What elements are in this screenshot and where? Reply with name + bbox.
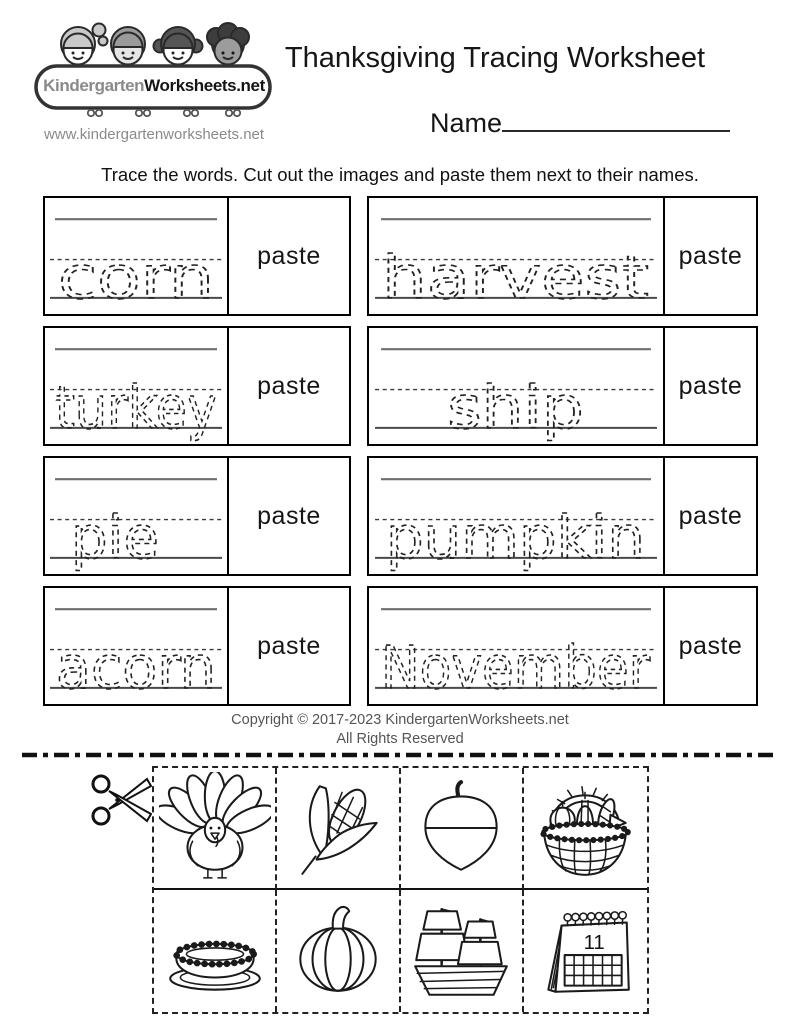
trace-area-harvest[interactable]: [369, 198, 663, 314]
cutout-cell-pumpkin[interactable]: [277, 890, 400, 1012]
site-logo: [33, 10, 275, 143]
cutout-cell-pie[interactable]: [154, 890, 277, 1012]
paste-box[interactable]: paste: [663, 588, 756, 704]
copyright-line: Copyright © 2017-2023 KindergartenWorksheets.net: [231, 712, 569, 728]
tracing-grid: [43, 196, 758, 716]
cutout-cell-turkey[interactable]: [154, 768, 277, 890]
word-box-ship: [367, 326, 758, 446]
kids-logo-illustration: [33, 10, 275, 120]
name-field-row: [430, 104, 730, 139]
ship-image: [405, 895, 517, 1007]
paste-box[interactable]: paste: [227, 198, 349, 314]
paste-box[interactable]: paste: [227, 328, 349, 444]
harvest-basket-image: [529, 772, 641, 884]
cutout-cell-acorn[interactable]: [401, 768, 524, 890]
paste-box[interactable]: paste: [227, 588, 349, 704]
trace-lines-ship: [369, 328, 663, 444]
trace-area-acorn[interactable]: [45, 588, 227, 704]
trace-area-ship[interactable]: [369, 328, 663, 444]
pumpkin-image: [282, 895, 394, 1007]
pie-image: [159, 895, 271, 1007]
kids-feet-decoration: [88, 110, 240, 116]
logo-name-part1: Kindergarten: [43, 76, 145, 95]
paste-box[interactable]: paste: [663, 458, 756, 574]
word-box-corn: [43, 196, 351, 316]
trace-lines-harvest: [369, 198, 663, 314]
copyright-block: [0, 711, 800, 748]
trace-word-turkey: turkey: [54, 373, 217, 442]
trace-area-turkey[interactable]: [45, 328, 227, 444]
word-box-acorn: [43, 586, 351, 706]
trace-lines-acorn: [45, 588, 227, 704]
tracing-column-left: [43, 196, 351, 716]
kid1-girl-icon: [61, 24, 108, 65]
trace-area-corn[interactable]: [45, 198, 227, 314]
corn-image: [282, 772, 394, 884]
cutout-cell-calendar[interactable]: [524, 890, 647, 1012]
trace-area-pumpkin[interactable]: [369, 458, 663, 574]
scissors-icon: [90, 768, 156, 832]
logo-name-part2: Worksheets.net: [144, 76, 265, 95]
trace-word-harvest: harvest: [382, 243, 649, 312]
name-label: Name: [430, 108, 503, 138]
tracing-column-right: [367, 196, 758, 716]
logo-site-name: [33, 76, 275, 96]
calendar-image: [529, 895, 641, 1007]
trace-word-november: November: [381, 633, 650, 702]
trace-lines-turkey: [45, 328, 227, 444]
instruction-text: Trace the words. Cut out the images and paste them next to their names.: [101, 164, 699, 185]
calendar-month-number: 11: [583, 931, 606, 954]
word-box-turkey: [43, 326, 351, 446]
trace-word-pumpkin: pumpkin: [386, 503, 645, 572]
trace-area-pie[interactable]: [45, 458, 227, 574]
page-title: Thanksgiving Tracing Worksheet: [284, 42, 706, 74]
trace-area-november[interactable]: [369, 588, 663, 704]
word-box-harvest: [367, 196, 758, 316]
cut-here-dashed-line: [20, 749, 780, 761]
trace-lines-corn: [45, 198, 227, 314]
acorn-image: [405, 772, 517, 884]
cutout-cell-ship[interactable]: [401, 890, 524, 1012]
turkey-image: [159, 772, 271, 884]
name-blank-line[interactable]: [502, 104, 730, 132]
trace-lines-pumpkin: [369, 458, 663, 574]
trace-word-pie: pie: [71, 503, 159, 572]
kid2-boy-icon: [111, 27, 145, 65]
cutout-image-grid: [152, 766, 649, 1014]
paste-box[interactable]: paste: [227, 458, 349, 574]
website-url: www.kindergartenworksheets.net: [43, 126, 265, 143]
word-box-pumpkin: [367, 456, 758, 576]
kid4-boy-icon: [207, 23, 249, 65]
cutout-cell-harvest-basket[interactable]: [524, 768, 647, 890]
paste-box[interactable]: paste: [663, 198, 756, 314]
kid3-girl-icon: [154, 27, 203, 65]
cutout-cell-corn[interactable]: [277, 768, 400, 890]
trace-word-ship: ship: [447, 373, 584, 442]
trace-lines-pie: [45, 458, 227, 574]
word-box-november: [367, 586, 758, 706]
word-box-pie: [43, 456, 351, 576]
trace-word-corn: corn: [57, 243, 214, 312]
rights-line: All Rights Reserved: [336, 730, 464, 747]
trace-lines-november: [369, 588, 663, 704]
trace-word-acorn: acorn: [56, 633, 216, 702]
paste-box[interactable]: paste: [663, 328, 756, 444]
